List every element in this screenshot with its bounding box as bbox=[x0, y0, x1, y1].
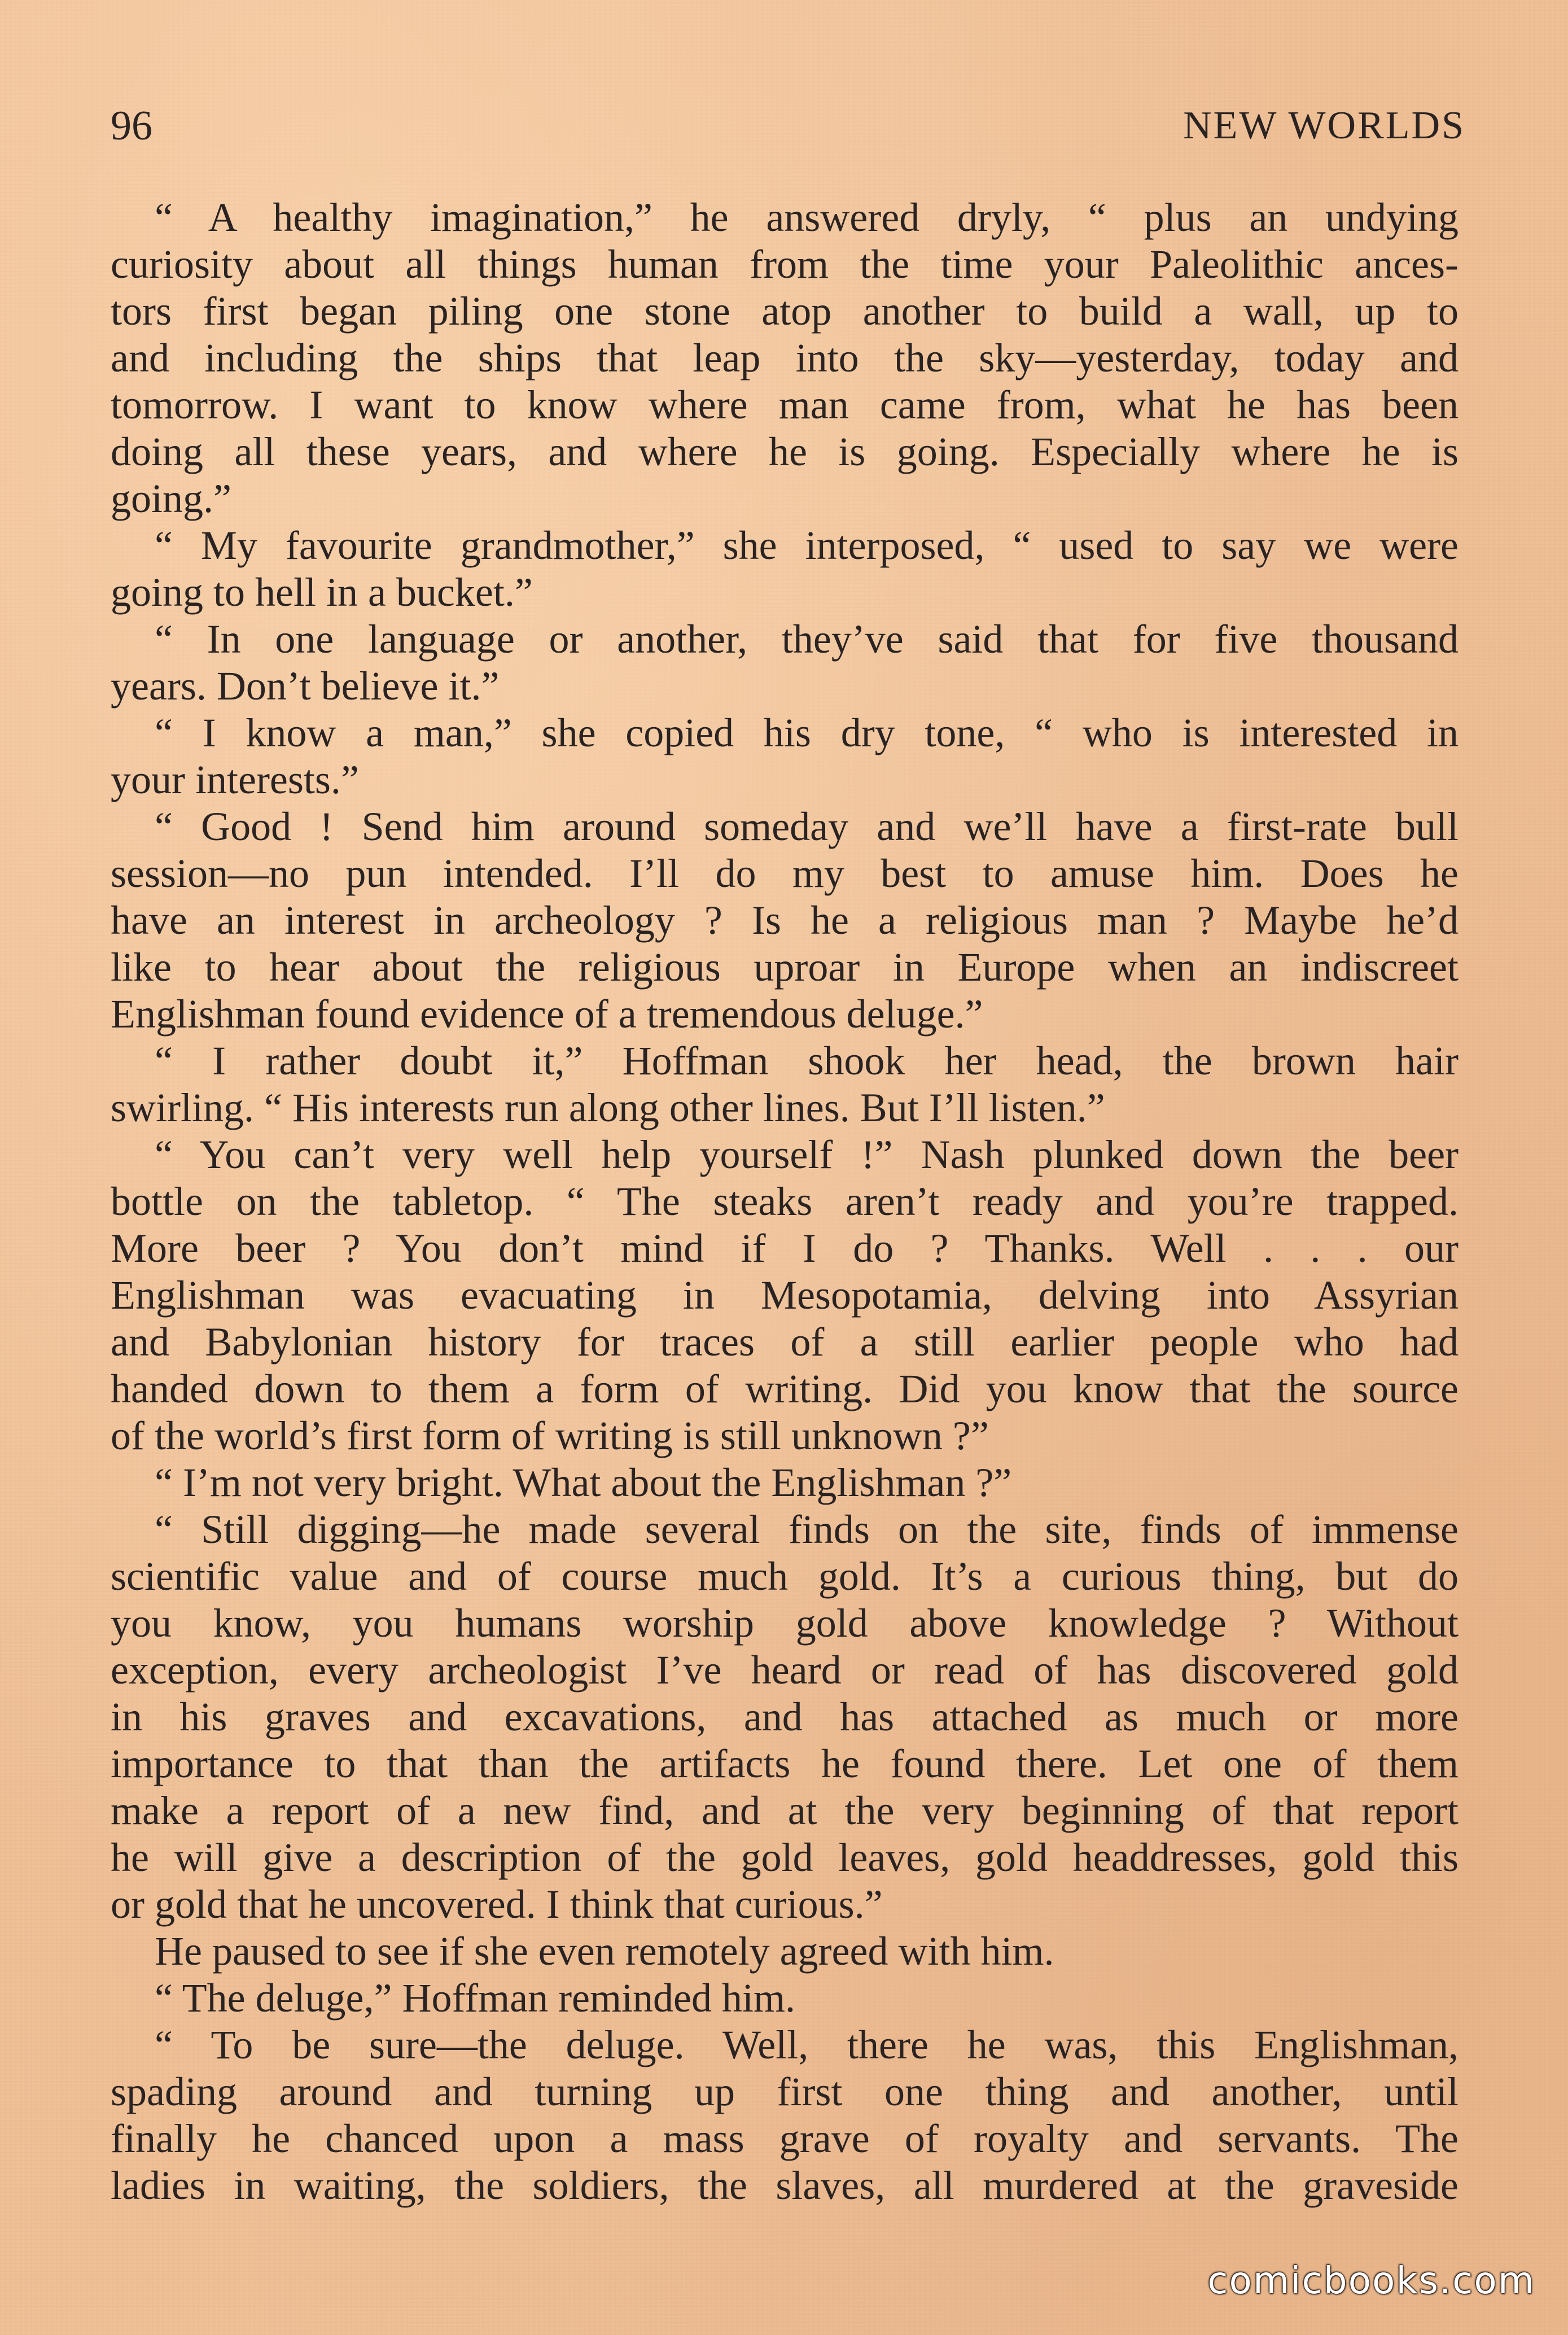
text-line: or gold that he uncovered. I think that curious.” bbox=[111, 1882, 883, 1927]
text-line: exception, every archeologist I’ve heard or read of has discovered gold bbox=[111, 1647, 1458, 1693]
text-line: He paused to see if she even remotely agreed with him. bbox=[155, 1929, 1054, 1974]
text-line: have an interest in archeology ? Is he a religious man ? Maybe he’d bbox=[111, 898, 1458, 943]
text-line: going to hell in a bucket.” bbox=[111, 570, 533, 615]
text-line: years. Don’t believe it.” bbox=[111, 663, 500, 709]
running-title: NEW WORLDS bbox=[1183, 104, 1465, 147]
text-line: your interests.” bbox=[111, 757, 359, 802]
text-line: tomorrow. I want to know where man came from, what he has been bbox=[111, 382, 1458, 427]
text-line: importance to that than the artifacts he found there. Let one of them bbox=[111, 1741, 1458, 1786]
text-line: “ Good ! Send him around someday and we’ll have a first-rate bull bbox=[155, 804, 1458, 849]
text-line: bottle on the tabletop. “ The steaks aren’t ready and you’re trapped. bbox=[111, 1179, 1458, 1224]
text-line: like to hear about the religious uproar in Europe when an indiscreet bbox=[111, 945, 1458, 990]
text-line: and including the ships that leap into the sky—yesterday, today and bbox=[111, 335, 1458, 381]
text-line: ladies in waiting, the soldiers, the slaves, all murdered at the graveside bbox=[111, 2163, 1458, 2208]
text-line: handed down to them a form of writing. Did you know that the source bbox=[111, 1366, 1458, 1411]
text-line: “ I’m not very bright. What about the Englishman ?” bbox=[155, 1460, 1012, 1505]
text-line: “ In one language or another, they’ve said that for five thousand bbox=[155, 616, 1458, 662]
text-line: “ You can’t very well help yourself !” Nash plunked down the beer bbox=[155, 1132, 1458, 1177]
text-line: “ To be sure—the deluge. Well, there he was, this Englishman, bbox=[155, 2022, 1458, 2067]
text-line: and Babylonian history for traces of a still earlier people who had bbox=[111, 1319, 1458, 1365]
text-line: “ A healthy imagination,” he answered dryly, “ plus an undying bbox=[155, 195, 1458, 240]
text-line: spading around and turning up first one thing and another, until bbox=[111, 2069, 1458, 2114]
text-line: “ I know a man,” she copied his dry tone, “ who is interested in bbox=[155, 710, 1458, 755]
text-line: scientific value and of course much gold. It’s a curious thing, but do bbox=[111, 1554, 1458, 1599]
text-line: More beer ? You don’t mind if I do ? Thanks. Well . . . our bbox=[111, 1226, 1458, 1271]
text-line: session—no pun intended. I’ll do my best to amuse him. Does he bbox=[111, 851, 1458, 896]
text-line: “ My favourite grandmother,” she interposed, “ used to say we were bbox=[155, 523, 1458, 568]
text-line: in his graves and excavations, and has attached as much or more bbox=[111, 1694, 1458, 1739]
text-line: “ I rather doubt it,” Hoffman shook her head, the brown hair bbox=[155, 1038, 1458, 1083]
text-line: Englishman was evacuating in Mesopotamia, delving into Assyrian bbox=[111, 1273, 1458, 1318]
text-line: tors first began piling one stone atop another to build a wall, up to bbox=[111, 288, 1458, 334]
page-header bbox=[111, 100, 1465, 151]
text-line: going.” bbox=[111, 476, 231, 521]
text-line: make a report of a new find, and at the very beginning of that report bbox=[111, 1788, 1458, 1833]
text-line: swirling. “ His interests run along other lines. But I’ll listen.” bbox=[111, 1085, 1105, 1130]
text-line: doing all these years, and where he is going. Especially where he is bbox=[111, 429, 1458, 474]
text-line: “ The deluge,” Hoffman reminded him. bbox=[155, 1975, 795, 2021]
text-line: of the world’s first form of writing is still unknown ?” bbox=[111, 1413, 989, 1458]
text-line: “ Still digging—he made several finds on the site, finds of immense bbox=[155, 1507, 1458, 1552]
text-line: finally he chanced upon a mass grave of royalty and servants. The bbox=[111, 2116, 1458, 2161]
text-line: he will give a description of the gold leaves, gold headdresses, gold this bbox=[111, 1835, 1458, 1880]
text-line: curiosity about all things human from the time your Paleolithic ances- bbox=[111, 242, 1458, 287]
text-line: you know, you humans worship gold above knowledge ? Without bbox=[111, 1601, 1458, 1646]
page-number: 96 bbox=[111, 103, 152, 149]
watermark: comicbooks.com bbox=[1207, 2259, 1535, 2302]
body-text bbox=[111, 194, 1458, 2209]
text-line: Englishman found evidence of a tremendous deluge.” bbox=[111, 991, 983, 1037]
